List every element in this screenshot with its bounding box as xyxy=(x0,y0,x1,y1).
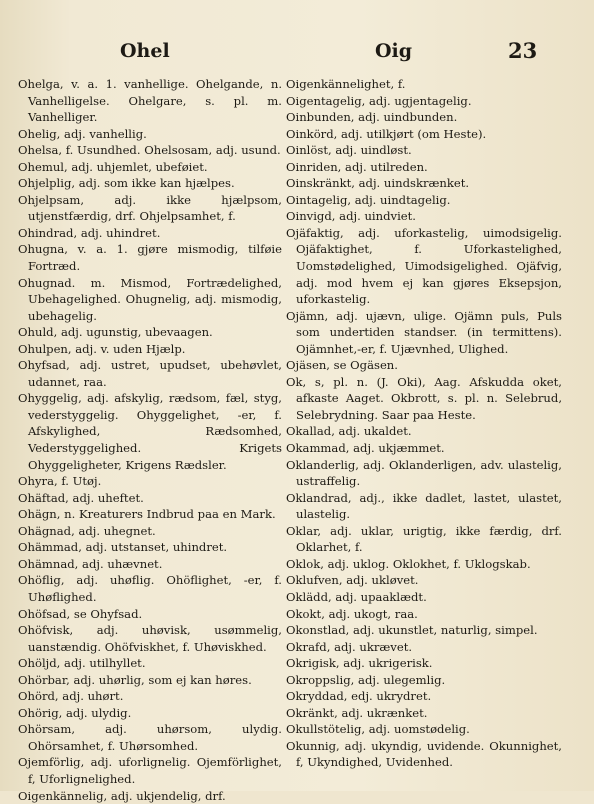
dictionary-entry: Ohemul, adj. uhjemlet, ubeføiet. xyxy=(18,159,208,174)
right-guideword: Oig xyxy=(375,40,413,62)
dictionary-entry: Ohägnad, adj. uhegnet. xyxy=(18,523,156,538)
dictionary-entry: Ohulpen, adj. v. uden Hjælp. xyxy=(18,341,186,356)
dictionary-entry: Ohörd, adj. uhørt. xyxy=(18,689,124,704)
dictionary-entry: Oklufven, adj. ukløvet. xyxy=(286,573,419,588)
dictionary-entry: Ojäfaktig, adj. uforkastelig, uimodsigelig. Ojäfaktighet, f. Uforkastelighed, Uomstødelighed, Uimodsigelighed. Ojäfvig, adj. mod hvem ej kan gjøres Eksepsjon, uforkastelig. xyxy=(286,225,562,307)
dictionary-entry: Ohöfvisk, adj. uhøvisk, usømmelig, uanstændig. Ohöfviskhet, f. Uhøviskhed. xyxy=(18,623,282,654)
dictionary-entry: Okunnig, adj. ukyndig, uvidende. Okunnighet, f, Ukyndighed, Uvidenhed. xyxy=(286,738,562,770)
dictionary-entry: Oinriden, adj. utilreden. xyxy=(286,159,428,174)
dictionary-entry: Ohäftad, adj. uheftet. xyxy=(18,490,144,505)
dictionary-entry: Oklok, adj. uklog. Oklokhet, f. Uklogskab. xyxy=(286,556,531,571)
dictionary-entry: Oinkörd, adj. utilkjørt (om Heste). xyxy=(286,126,487,141)
dictionary-entry: Ohöfsad, se Ohyfsad. xyxy=(18,606,143,621)
left-guideword: Ohel xyxy=(120,40,170,62)
dictionary-entry: Ohämnad, adj. uhævnet. xyxy=(18,556,163,571)
dictionary-entry: Ojemförlig, adj. uforlignelig. Ojemförlighet, f, Uforlignelighed. xyxy=(18,755,282,786)
dictionary-entry: Ohämmad, adj. utstanset, uhindret. xyxy=(18,540,228,555)
dictionary-entry: Ojämn, adj. ujævn, ulige. Ojämn puls, Puls som undertiden standser. (in termittens). Ojämnhet,-er, f. Ujævnhed, Ulighed. xyxy=(286,308,562,356)
dictionary-entry: Ohörig, adj. ulydig. xyxy=(18,705,132,720)
dictionary-entry: Oinskränkt, adj. uindskrænket. xyxy=(286,176,470,191)
dictionary-entry: Ohuld, adj. ugunstig, ubevaagen. xyxy=(18,325,213,340)
dictionary-entry: Ohelga, v. a. 1. vanhellige. Ohelgande, n. Vanhelligelse. Ohelgare, s. pl. m. Vanhelliger. xyxy=(18,77,282,125)
dictionary-entry: Ohörbar, adj. uhørlig, som ej kan høres. xyxy=(18,672,252,687)
dictionary-entry: Ohugna, v. a. 1. gjøre mismodig, tilføie Fortræd. xyxy=(18,242,282,274)
page-header xyxy=(0,38,594,68)
dictionary-entry: Oigentagelig, adj. ugjentagelig. xyxy=(286,93,472,108)
right-column xyxy=(286,76,562,771)
dictionary-entry: Okroppslig, adj. ulegemlig. xyxy=(286,672,446,687)
dictionary-entry: Okammad, adj. ukjæmmet. xyxy=(286,441,445,456)
dictionary-entry: Oklar, adj. uklar, urigtig, ikke færdig, drf. Oklarhet, f. xyxy=(286,523,562,555)
dictionary-entry: Okokt, adj. ukogt, raa. xyxy=(286,606,418,621)
dictionary-entry: Ohyfsad, adj. ustret, upudset, ubehøvlet, udannet, raa. xyxy=(18,358,282,389)
dictionary-entry: Okryddad, edj. ukrydret. xyxy=(286,689,432,704)
dictionary-entry: Okallad, adj. ukaldet. xyxy=(286,424,412,439)
dictionary-entry: Ohjelplig, adj. som ikke kan hjælpes. xyxy=(18,176,235,191)
dictionary-entry: Oinvigd, adj. uindviet. xyxy=(286,209,416,224)
dictionary-entry: Okullstötelig, adj. uomstødelig. xyxy=(286,722,470,737)
page-number: 23 xyxy=(508,38,538,63)
dictionary-entry: Ohyggelig, adj. afskylig, rædsom, fæl, styg, vederstyggelig. Ohyggelighet, -er, f. Afskylighed, Rædsomhed, Vederstyggelighed. Krigets Ohyggeligheter, Krigens Rædsler. xyxy=(18,391,282,472)
dictionary-entry: Oklandrad, adj., ikke dadlet, lastet, ulastet, ulastelig. xyxy=(286,490,562,522)
dictionary-entry: Ohägn, n. Kreaturers Indbrud paa en Mark. xyxy=(18,507,276,522)
dictionary-entry: Okrigisk, adj. ukrigerisk. xyxy=(286,656,433,671)
dictionary-entry: Ohörsam, adj. uhørsom, ulydig. Ohörsamhet, f. Uhørsomhed. xyxy=(18,722,282,753)
dictionary-entry: Ok, s, pl. n. (J. Oki), Aag. Afskudda oket, afkaste Aaget. Okbrott, s. pl. n. Selebrud, Selebrydning. Saar paa Heste. xyxy=(286,374,562,422)
dictionary-entry: Oigenkännelighet, f. xyxy=(286,77,406,91)
dictionary-entry: Ohugnad. m. Mismod, Fortrædelighed, Ubehagelighed. Ohugnelig, adj. mismodig, ubehagelig. xyxy=(18,275,282,323)
dictionary-entry: Okonstlad, adj. ukunstlet, naturlig, simpel. xyxy=(286,623,538,638)
dictionary-entry: Ohelig, adj. vanhellig. xyxy=(18,126,147,141)
dictionary-entry: Oinbunden, adj. uindbunden. xyxy=(286,110,458,125)
dictionary-entry: Ohöflig, adj. uhøflig. Ohöflighet, -er, f. Uhøflighed. xyxy=(18,573,282,604)
dictionary-entry: Ohelsa, f. Usundhed. Ohelsosam, adj. usund. xyxy=(18,143,281,158)
dictionary-entry: Ointagelig, adj. uindtagelig. xyxy=(286,192,451,207)
dictionary-entry: Okränkt, adj. ukrænket. xyxy=(286,705,428,720)
dictionary-entry: Oklädd, adj. upaaklædt. xyxy=(286,589,427,604)
dictionary-entry: Oklanderlig, adj. Oklanderligen, adv. ulastelig, ustraffelig. xyxy=(286,457,562,489)
dictionary-entry: Ojäsen, se Ogäsen. xyxy=(286,358,398,373)
dictionary-entry: Okrafd, adj. ukrævet. xyxy=(286,639,413,654)
dictionary-entry: Ohöljd, adj. utilhyllet. xyxy=(18,656,146,671)
dictionary-entry: Ohjelpsam, adj. ikke hjælpsom, utjenstfærdig, drf. Ohjelpsamhet, f. xyxy=(18,192,282,224)
dictionary-entry: Oinlöst, adj. uindløst. xyxy=(286,143,412,158)
dictionary-entry: Oigenkännelig, adj. ukjendelig, drf. xyxy=(18,788,226,803)
left-column xyxy=(18,76,282,804)
dictionary-entry: Ohindrad, adj. uhindret. xyxy=(18,225,161,240)
dictionary-entry: Ohyra, f. Utøj. xyxy=(18,474,102,489)
